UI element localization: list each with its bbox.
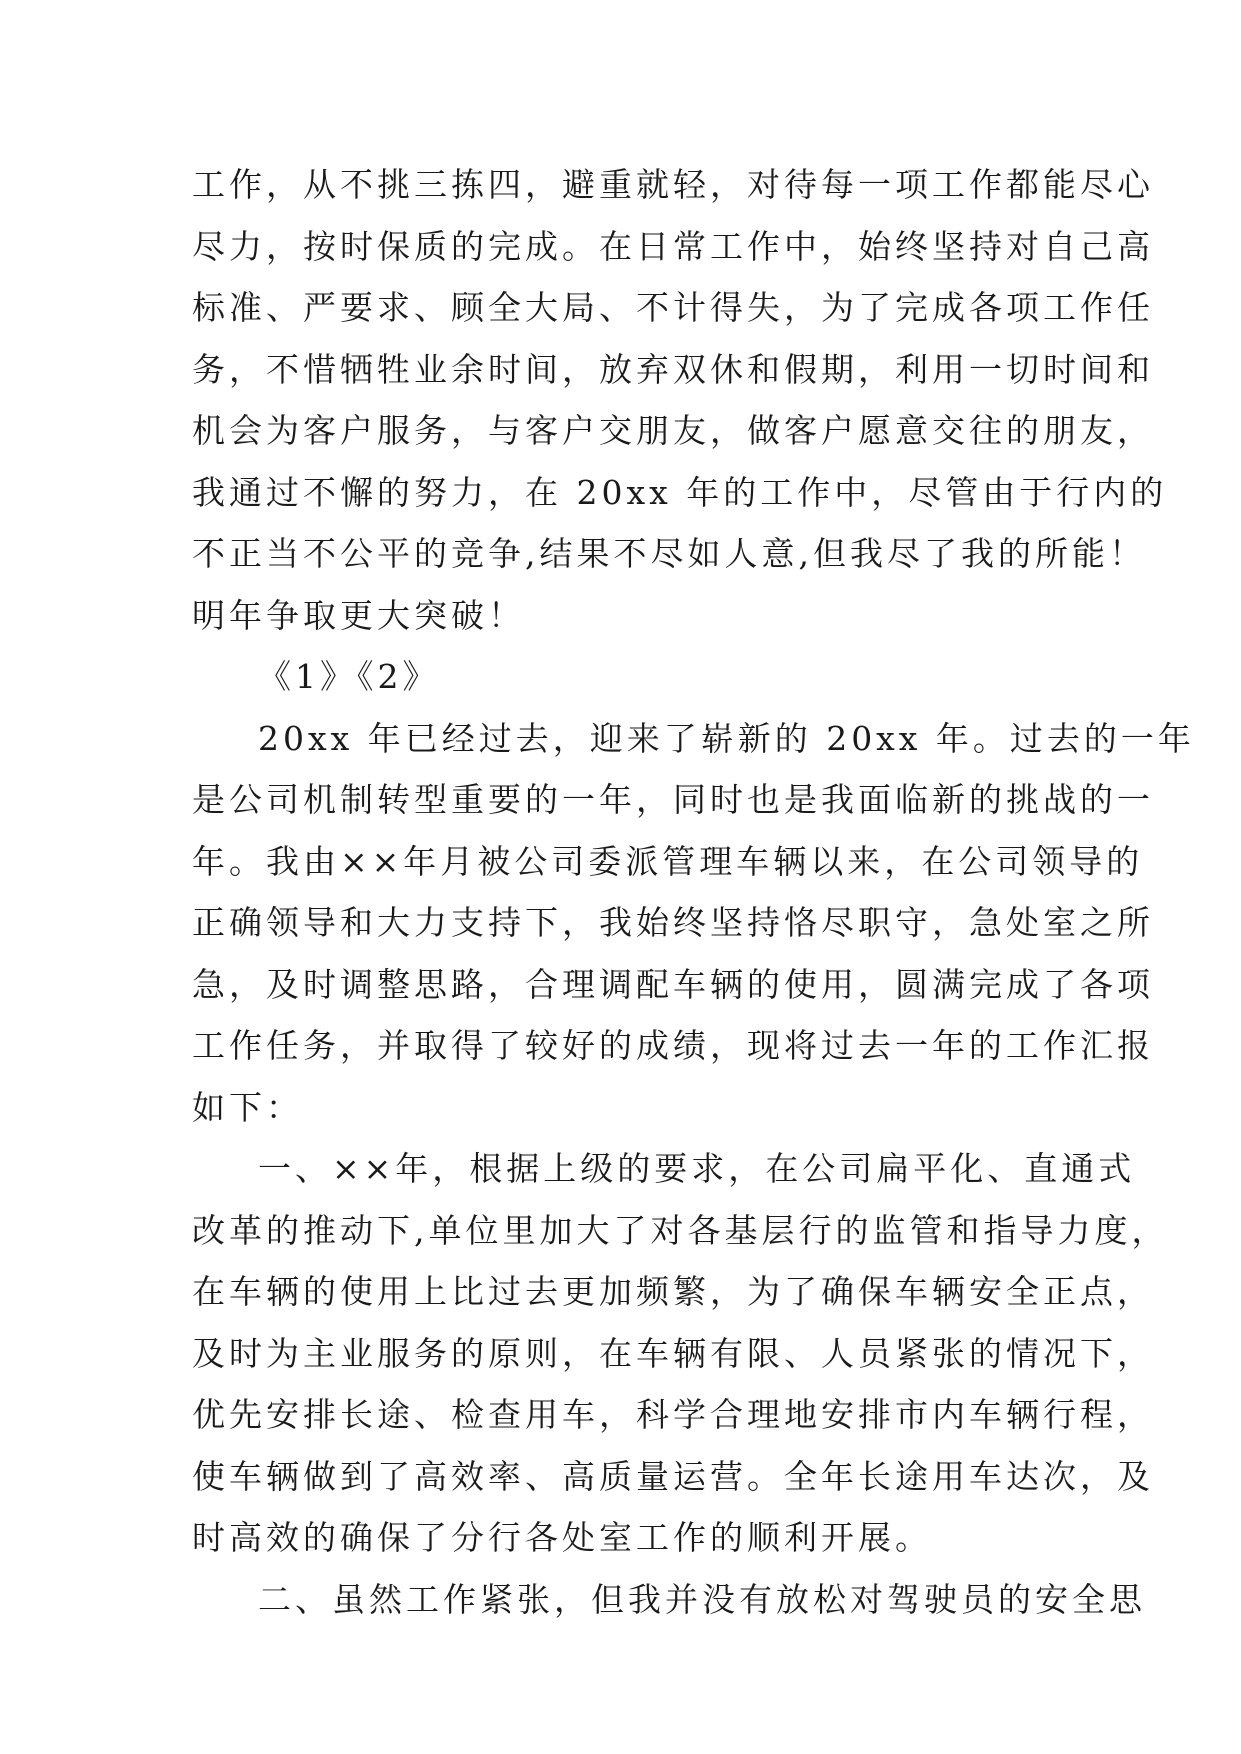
text-line: 改革的推动下,单位里加大了对各基层行的监管和指导力度， [192,1210,1169,1250]
text-line: 一、××年，根据上级的要求，在公司扁平化、直通式 [258,1149,1136,1188]
text-line: 及时为主业服务的原则，在车辆有限、人员紧张的情况下， [192,1333,1154,1373]
text-line: 我通过不懈的努力，在 20xx 年的工作中，尽管由于行内的 [192,472,1168,512]
document-body [192,154,1195,1630]
text-line: 是公司机制转型重要的一年，同时也是我面临新的挑战的一 [192,780,1154,819]
text-line: 工作，从不挑三拣四，避重就轻，对待每一项工作都能尽心 [192,165,1154,204]
text-line: 《1》《2》 [258,657,440,696]
text-line: 时高效的确保了分行各处室工作的顺利开展。 [192,1518,932,1557]
text-line: 务，不惜牺牲业余时间，放弃双休和假期，利用一切时间和 [192,349,1154,389]
text-line: 优先安排长途、检查用车，科学合理地安排市内车辆行程， [192,1395,1154,1434]
text-line: 使车辆做到了高效率、高质量运营。全年长途用车达次，及 [192,1456,1154,1496]
text-line: 不正当不公平的竞争,结果不尽如人意,但我尽了我的所能！ [192,534,1146,573]
text-line: 工作任务，并取得了较好的成绩，现将过去一年的工作汇报 [192,1026,1154,1065]
text-line: 如下： [192,1087,303,1127]
text-line: 正确领导和大力支持下，我始终坚持恪尽职守，急处室之所 [192,903,1154,942]
text-line: 急，及时调整思路，合理调配车辆的使用，圆满完成了各项 [192,964,1154,1004]
text-line: 年。我由××年月被公司委派管理车辆以来，在公司领导的 [192,841,1144,881]
text-line: 明年争取更大突破！ [192,595,525,635]
text-line: 在车辆的使用上比过去更加频繁，为了确保车辆安全正点， [192,1272,1154,1311]
text-line: 标准、严要求、顾全大局、不计得失，为了完成各项工作任 [192,288,1154,327]
text-line: 20xx 年已经过去，迎来了崭新的 20xx 年。过去的一年 [258,718,1195,758]
text-line: 机会为客户服务，与客户交朋友，做客户愿意交往的朋友， [192,411,1154,450]
text-line: 二、虽然工作紧张，但我并没有放松对驾驶员的安全思 [258,1579,1146,1619]
text-line: 尽力，按时保质的完成。在日常工作中，始终坚持对自己高 [192,226,1154,266]
